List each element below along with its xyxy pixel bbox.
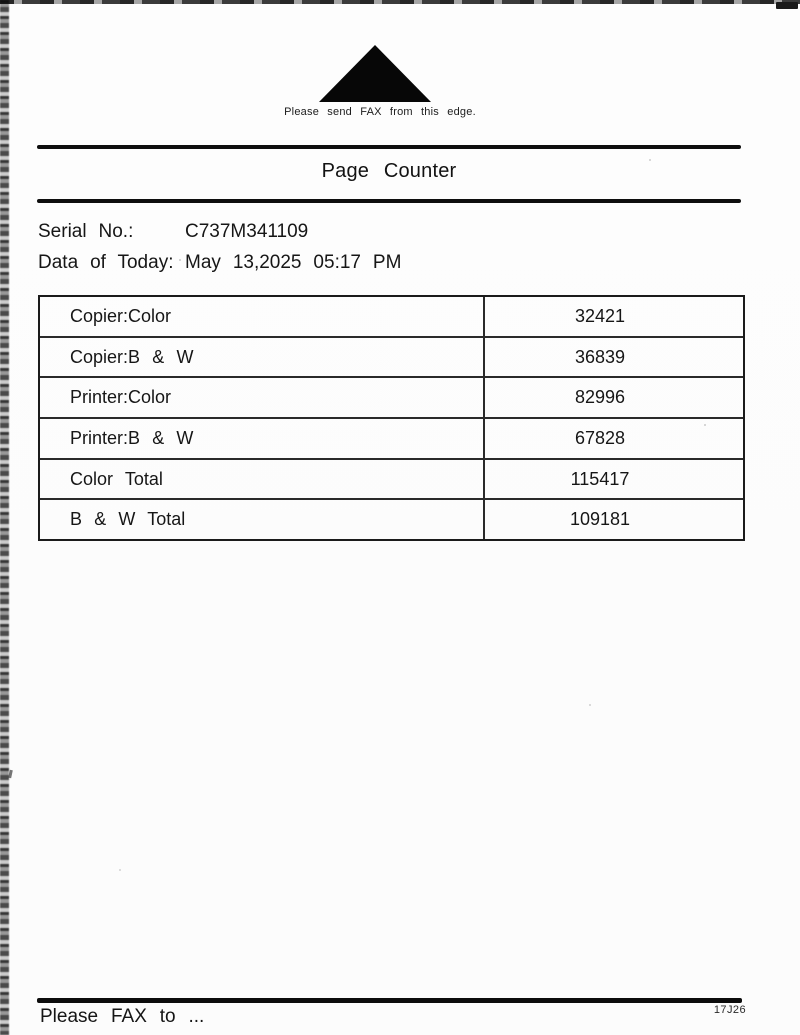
footer-rule xyxy=(37,998,742,1003)
counter-value: 67828 xyxy=(574,427,626,448)
meta-block xyxy=(38,221,738,283)
table-row xyxy=(40,297,743,338)
table-row xyxy=(40,460,743,501)
fax-to-text: Please FAX to ... xyxy=(40,1006,205,1027)
serial-row xyxy=(38,221,738,252)
counter-label: Printer:Color xyxy=(40,378,485,417)
date-row xyxy=(38,252,738,283)
scan-corner-mark xyxy=(776,2,798,9)
table-row xyxy=(40,338,743,379)
counter-value: 109181 xyxy=(569,509,631,530)
page-counter-table xyxy=(38,295,745,541)
counter-value: 82996 xyxy=(574,387,626,408)
counter-label: B & W Total xyxy=(40,500,485,539)
table-row xyxy=(40,378,743,419)
serial-label: Serial No.: xyxy=(38,221,134,242)
fax-edge-caption: Please send FAX from this edge. xyxy=(284,106,476,118)
serial-value: C737M341109 xyxy=(185,221,309,242)
counter-label: Color Total xyxy=(40,460,485,499)
date-label: Data of Today: xyxy=(38,252,174,273)
fax-edge-triangle-icon xyxy=(319,45,431,102)
counter-value: 32421 xyxy=(574,305,626,326)
counter-value: 36839 xyxy=(574,346,626,367)
counter-label: Copier:B & W xyxy=(40,338,485,377)
counter-value: 115417 xyxy=(570,468,630,489)
table-row xyxy=(40,419,743,460)
date-value: May 13,2025 05:17 PM xyxy=(185,252,402,273)
scan-edge-top-artifact xyxy=(0,0,800,4)
title-rule-bottom xyxy=(37,199,741,203)
counter-label: Printer:B & W xyxy=(40,419,485,458)
document-code: 17J26 xyxy=(713,1004,746,1016)
scan-edge-left-artifact xyxy=(0,0,9,1035)
title-rule-top xyxy=(37,145,741,149)
page-title: Page Counter xyxy=(321,160,457,182)
counter-label: Copier:Color xyxy=(40,297,485,336)
table-row xyxy=(40,500,743,539)
scan-stray-mark xyxy=(8,770,13,778)
